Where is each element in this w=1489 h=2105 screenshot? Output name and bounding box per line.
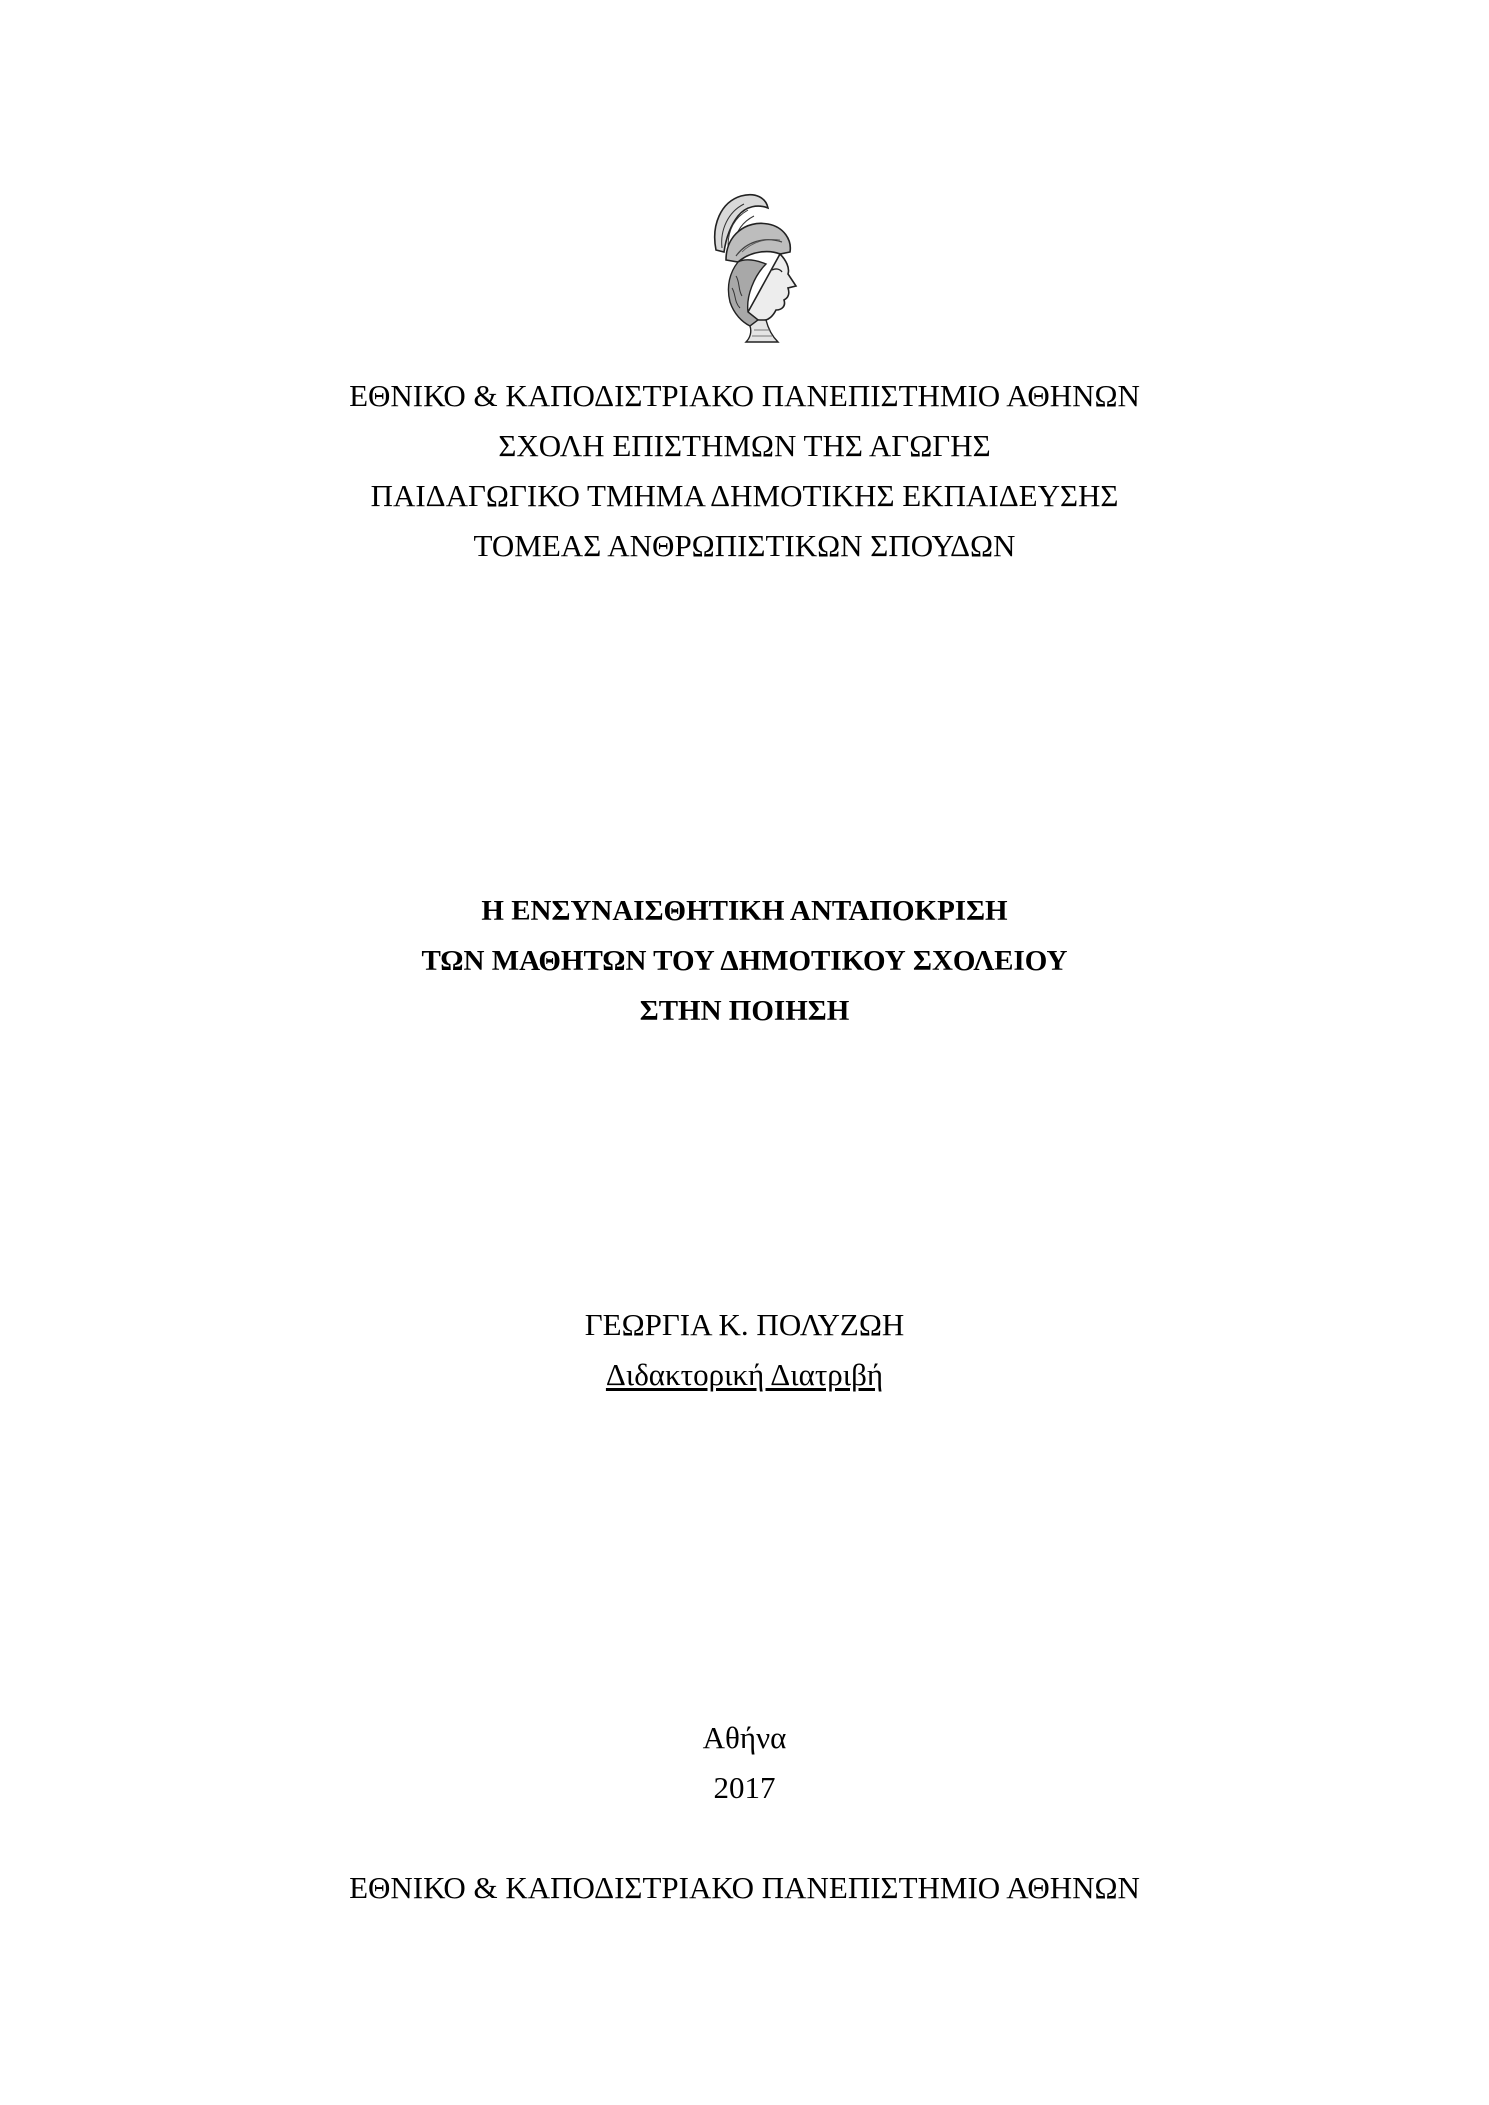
university-name: ΕΘΝΙΚΟ & ΚΑΠΟΔΙΣΤΡΙΑΚΟ ΠΑΝΕΠΙΣΤΗΜΙΟ ΑΘΗΝΩΝ (349, 378, 1140, 413)
document-type (0, 1355, 1489, 1395)
document-type-label: Διδακτορική Διατριβή (605, 1357, 884, 1392)
city: Αθήνα (702, 1720, 787, 1755)
athena-head-emblem-icon (686, 190, 806, 345)
thesis-title-line-2: ΤΩΝ ΜΑΘΗΤΩΝ ΤΟΥ ΔΗΜΟΤΙΚΟΥ ΣΧΟΛΕΙΟΥ (421, 945, 1068, 977)
thesis-title-line-3: ΣΤΗΝ ΠΟΙΗΣΗ (639, 995, 850, 1027)
author-name: ΓΕΩΡΓΙΑ Κ. ΠΟΛΥΖΩΗ (584, 1307, 905, 1342)
sector-name: ΤΟΜΕΑΣ ΑΝΘΡΩΠΙΣΤΙΚΩΝ ΣΠΟΥΔΩΝ (473, 528, 1016, 563)
school-name: ΣΧΟΛΗ ΕΠΙΣΤΗΜΩΝ ΤΗΣ ΑΓΩΓΗΣ (498, 428, 991, 463)
department-name: ΠΑΙΔΑΓΩΓΙΚΟ ΤΜΗΜΑ ΔΗΜΟΤΙΚΗΣ ΕΚΠΑΙΔΕΥΣΗΣ (370, 478, 1119, 513)
thesis-title-line-1: Η ΕΝΣΥΝΑΙΣΘΗΤΙΚΗ ΑΝΤΑΠΟΚΡΙΣΗ (481, 895, 1008, 927)
footer-university-name: ΕΘΝΙΚΟ & ΚΑΠΟΔΙΣΤΡΙΑΚΟ ΠΑΝΕΠΙΣΤΗΜΙΟ ΑΘΗΝΩΝ (349, 1870, 1140, 1905)
year: 2017 (713, 1770, 776, 1805)
